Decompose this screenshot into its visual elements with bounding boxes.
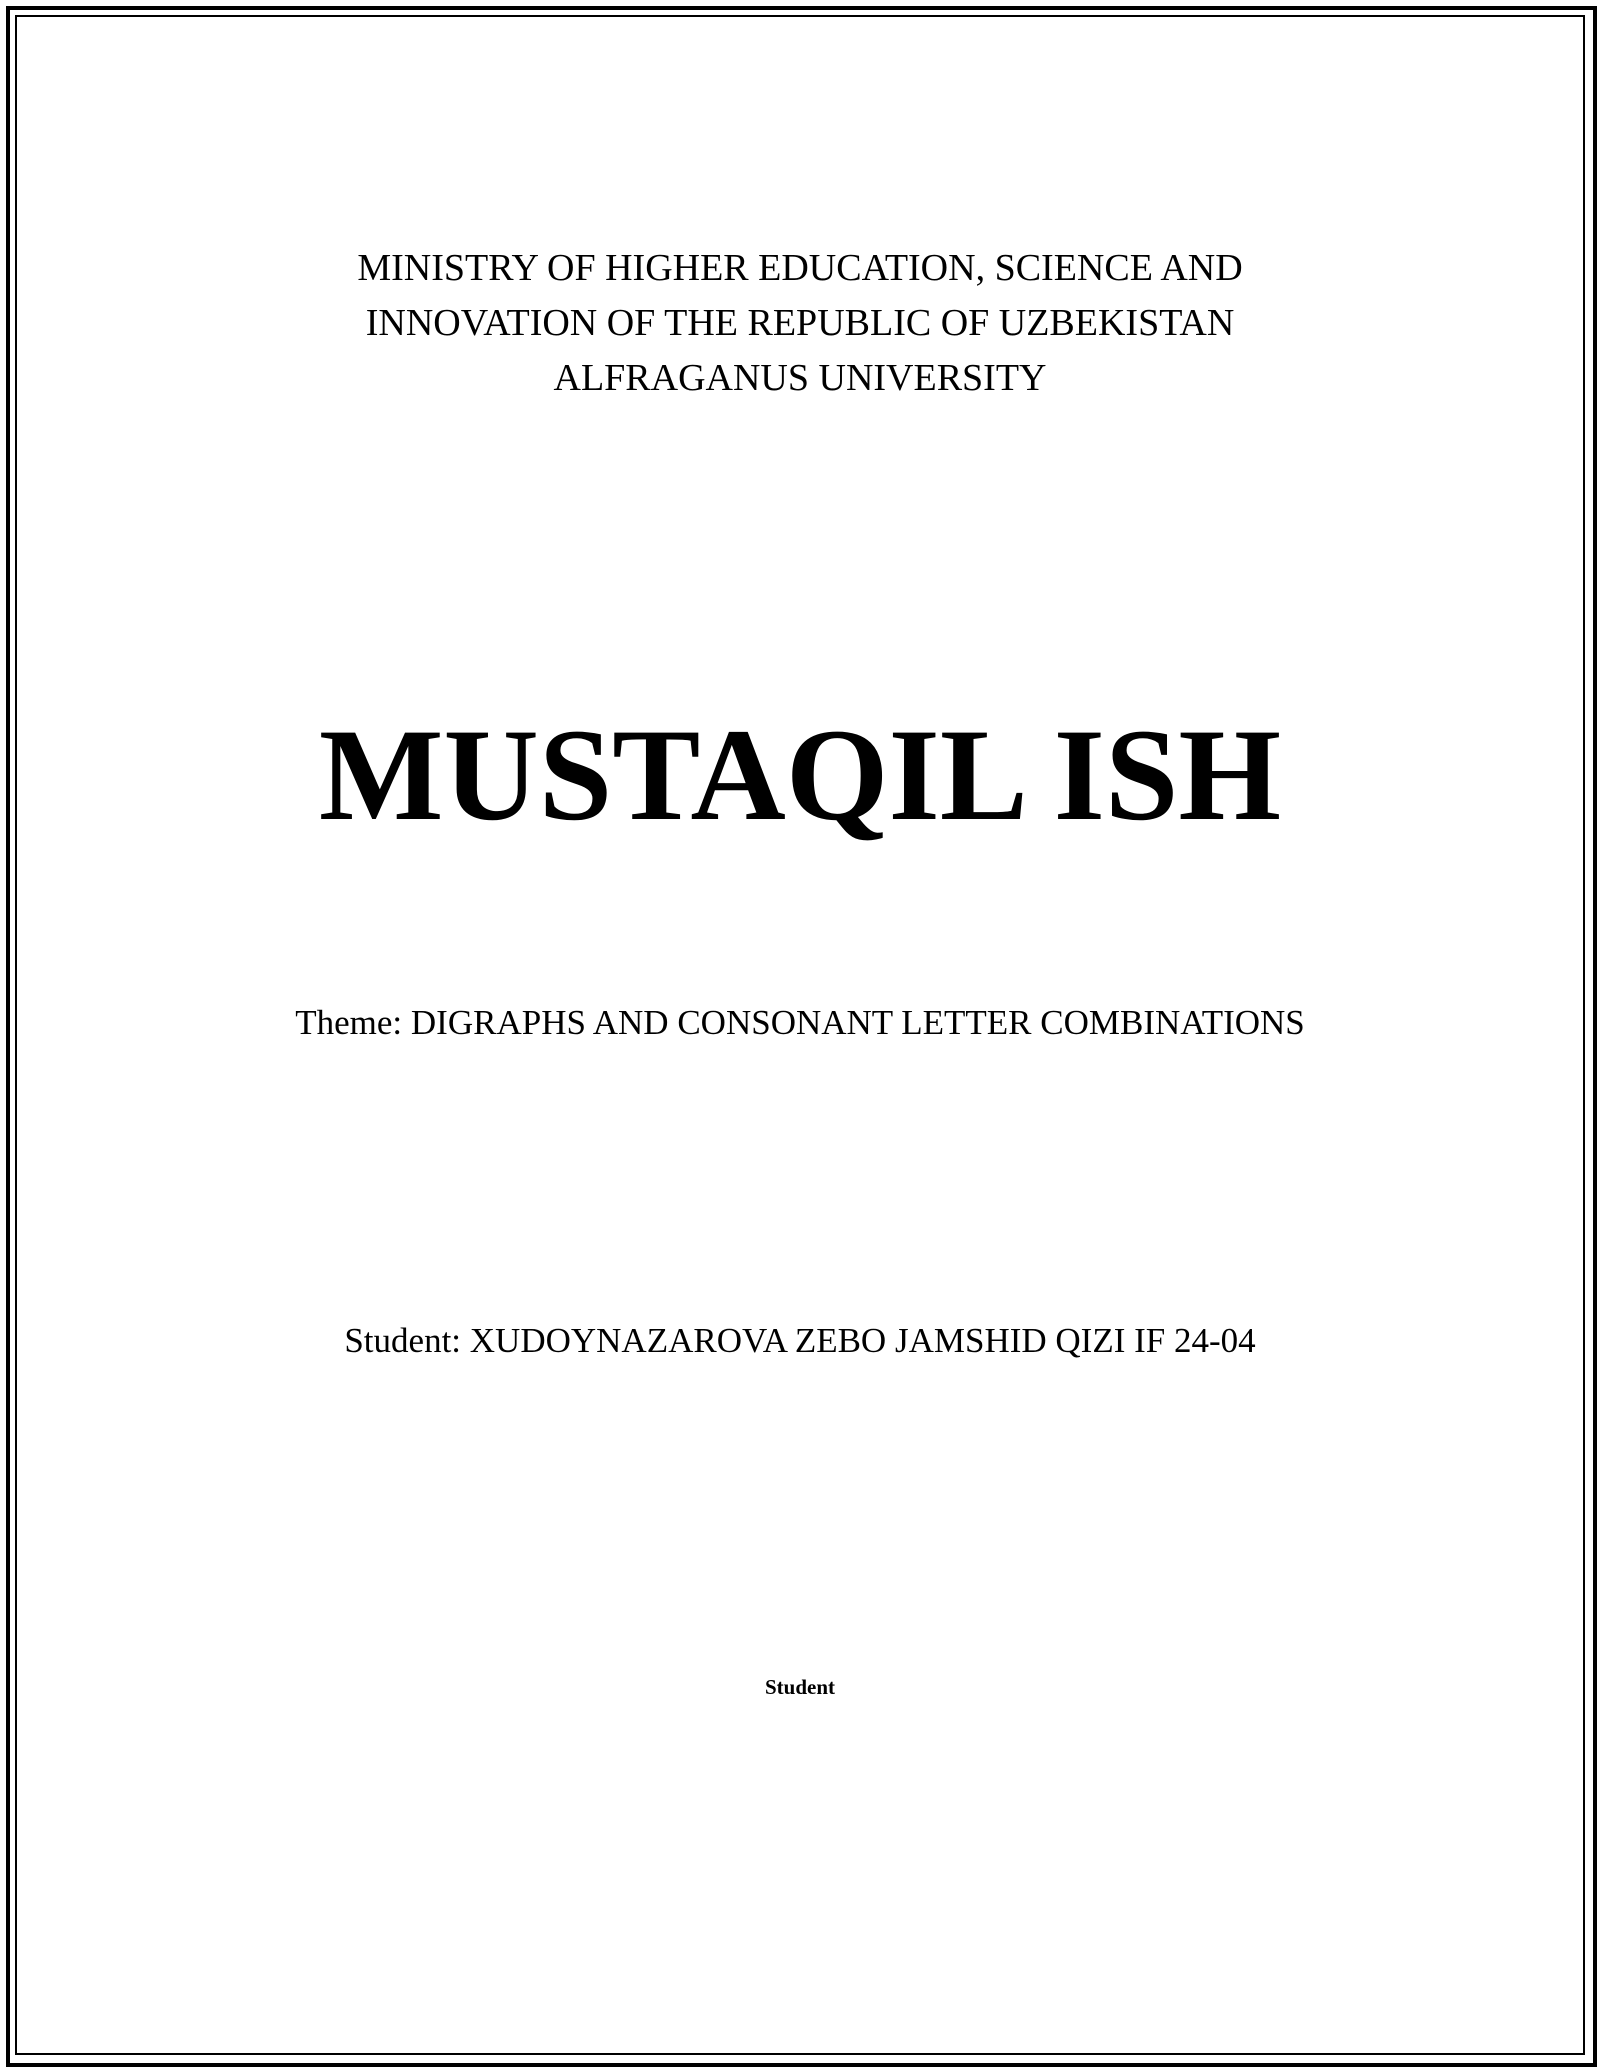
header-line-university: ALFRAGANUS UNIVERSITY [553,357,1047,399]
institution-header [0,241,1600,406]
header-line-republic: INNOVATION OF THE REPUBLIC OF UZBEKISTAN [365,302,1235,344]
theme-line: Theme: DIGRAPHS AND CONSONANT LETTER COMBINATIONS [295,1003,1305,1042]
header-line-ministry: MINISTRY OF HIGHER EDUCATION, SCIENCE AND [357,247,1243,289]
student-line: Student: XUDOYNAZAROVA ZEBO JAMSHID QIZI IF 24-04 [344,1321,1256,1360]
student-label: Student [764,1675,836,1699]
document-title: MUSTAQIL ISH [318,701,1282,848]
